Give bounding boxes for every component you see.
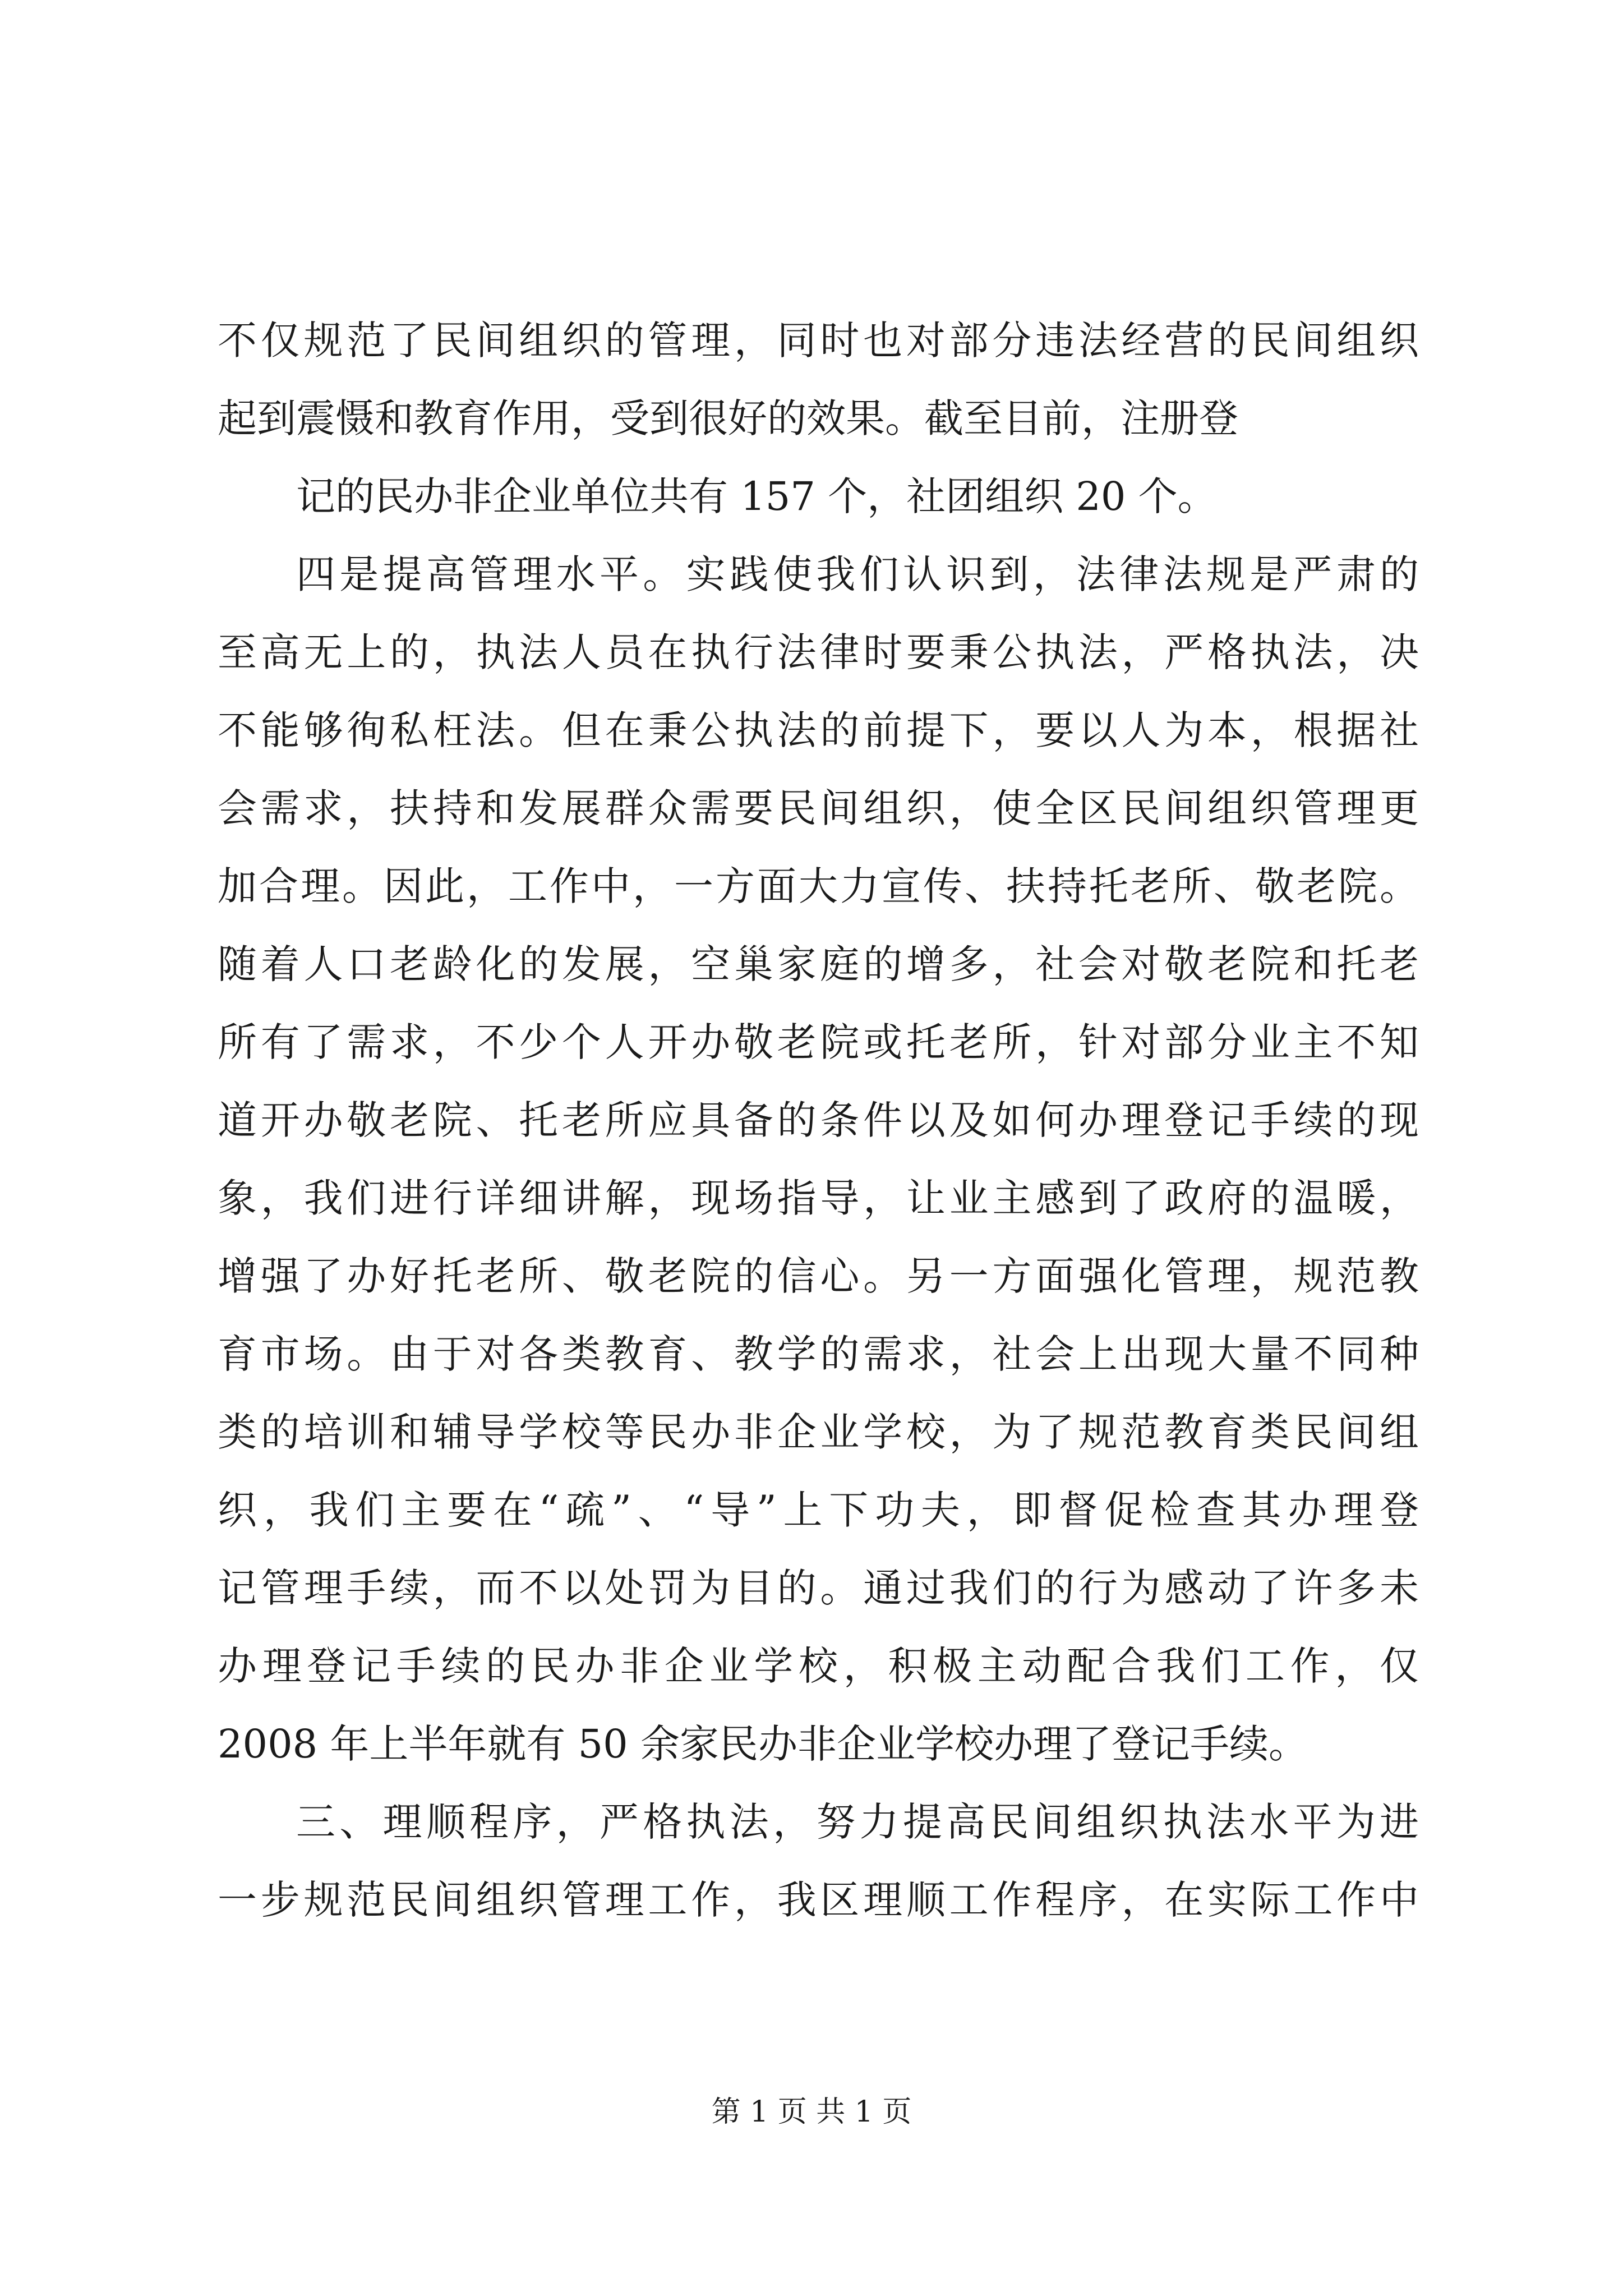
text-line: 增强了办好托老所、敬老院的信心。另一方面强化管理，规范教	[218, 1253, 1419, 1299]
text-line: 育市场。由于对各类教育、教学的需求，社会上出现大量不同种	[218, 1331, 1419, 1377]
text-line: 至高无上的，执法人员在执行法律时要秉公执法，严格执法，决	[218, 629, 1419, 675]
text-line: 会需求，扶持和发展群众需要民间组织，使全区民间组织管理更	[218, 785, 1419, 831]
text-line: 所有了需求，不少个人开办敬老院或托老所，针对部分业主不知	[218, 1019, 1419, 1065]
text-line: 象，我们进行详细讲解，现场指导，让业主感到了政府的温暖，	[218, 1175, 1419, 1221]
text-line: 三、理顺程序，严格执法，努力提高民间组织执法水平为进	[296, 1799, 1419, 1845]
text-line: 记管理手续，而不以处罚为目的。通过我们的行为感动了许多未	[218, 1565, 1419, 1611]
text-line: 记的民办非企业单位共有 157 个，社团组织 20 个。	[296, 473, 1217, 519]
text-line: 道开办敬老院、托老所应具备的条件以及如何办理登记手续的现	[218, 1097, 1419, 1143]
text-line: 起到震慑和教育作用，受到很好的效果。截至目前，注册登	[218, 395, 1238, 441]
text-line: 2008 年上半年就有 50 余家民办非企业学校办理了登记手续。	[218, 1721, 1308, 1767]
text-line: 一步规范民间组织管理工作，我区理顺工作程序，在实际工作中	[218, 1877, 1419, 1923]
body-text	[218, 302, 1419, 1939]
text-line: 织，我们主要在“疏”、“导”上下功夫，即督促检查其办理登	[218, 1487, 1419, 1533]
text-line: 加合理。因此，工作中，一方面大力宣传、扶持托老所、敬老院。	[218, 863, 1419, 909]
text-line: 类的培训和辅导学校等民办非企业学校，为了规范教育类民间组	[218, 1409, 1419, 1455]
text-line: 随着人口老龄化的发展，空巢家庭的增多，社会对敬老院和托老	[218, 941, 1419, 987]
text-line: 四是提高管理水平。实践使我们认识到，法律法规是严肃的	[296, 551, 1419, 597]
text-line: 办理登记手续的民办非企业学校，积极主动配合我们工作，仅	[218, 1643, 1419, 1689]
text-line: 不能够徇私枉法。但在秉公执法的前提下，要以人为本，根据社	[218, 707, 1419, 753]
text-line: 不仅规范了民间组织的管理，同时也对部分违法经营的民间组织	[218, 318, 1419, 364]
page-footer: 第 1 页 共 1 页	[711, 2095, 912, 2129]
